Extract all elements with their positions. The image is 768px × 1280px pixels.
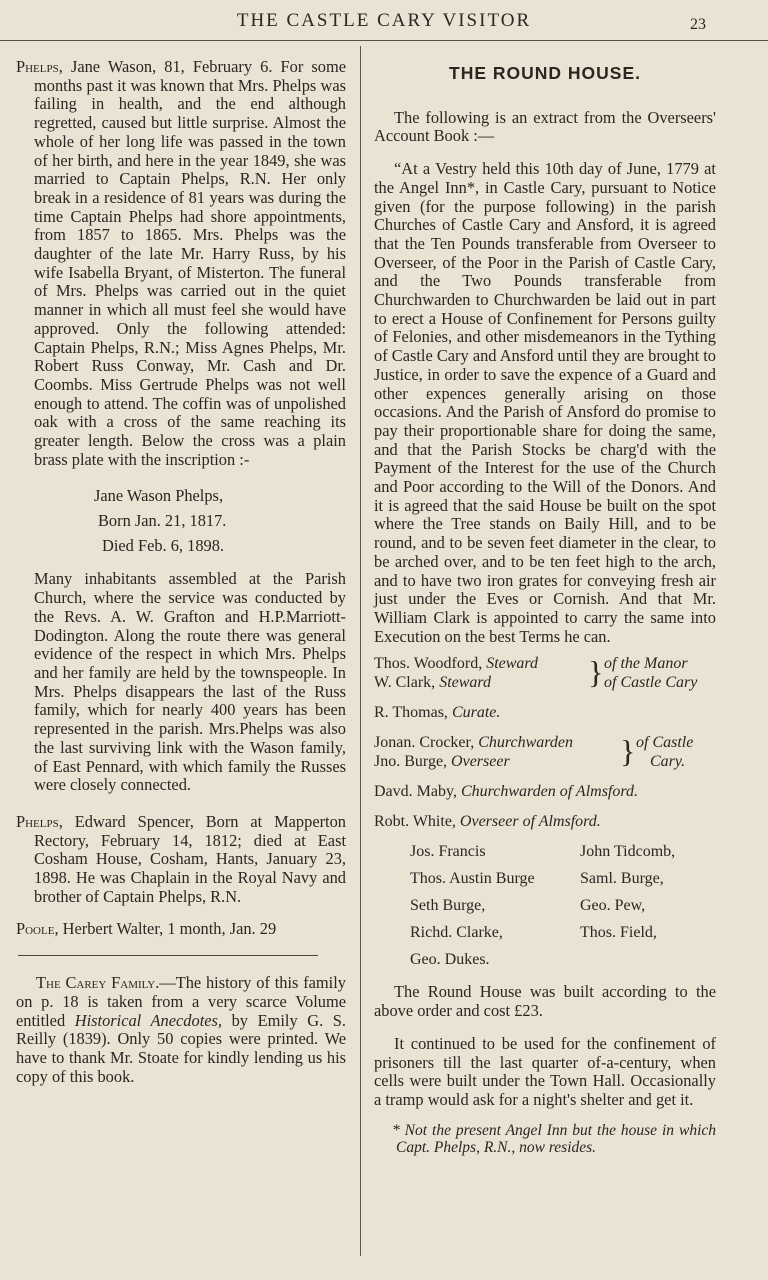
signature-line: R. Thomas, Curate.	[374, 704, 501, 722]
note-text: by Emily G. S. Reilly (1839). Only 50 copies were printed. We have to thank Mr. Stoate for kindly lending us his copy of this book.	[16, 1010, 346, 1086]
entry-text: Jane Wason, 81, February 6. For some months past it was known that Mrs. Phelps was failing in health, and the end although regretted, caused but little surprise. Almost the whole of her long life was passed in the town of her birth, and here in the year 1849, she was married to Captain Phelps, R.N. Her only break in a residence of 81 years was during the time Captain Phelps had shore appointments, from 1857 to 1865. Mrs. Phelps was the daughter of the late Mr. Harry Russ, by his wife Isabella Bryant, of Misterton. The funeral of Mrs. Phelps was carried out in the quiet manner in which all must feel she would have approved. Only the following attended: Captain Phelps, R.N.; Miss Agnes Phelps, Mr. Robert Russ Conway, Mr. Cash and Dr. Coombs. Miss Gertrude Phelps was not well enough to attend. The coffin was of unpolished oak with a cross of the same reaching its greater length. Below the cross was a plain brass plate with the inscription :-	[34, 57, 346, 469]
brace: }	[620, 733, 636, 770]
continued-paragraph: It continued to be used for the confinement of prisoners till the last quarter of-a-century, when cells were built under the Town Hall. Occasionally a tramp would ask for a night's shelter and get it.	[374, 1033, 716, 1109]
entry-name: Phelps,	[16, 57, 63, 76]
page-header	[0, 8, 768, 38]
signatory-names	[410, 842, 716, 969]
signature-line: Davd. Maby, Churchwarden of Almsford.	[374, 783, 638, 801]
entry-text: Edward Spencer, Born at Mapperton Rectory, February 14, 1812; died at East Cosham House, Cosham, Hants, January 23, 1898. He was Chaplain in the Royal Navy and brother of Captain Phelps, R.N.	[34, 811, 346, 906]
signatory: Geo. Dukes.	[410, 951, 490, 969]
footnote: * Not the present Angel Inn but the house in which Capt. Phelps, R.N., now resides.	[392, 1121, 716, 1157]
signatures	[374, 654, 716, 969]
right-column	[374, 58, 716, 1157]
signature-line: W. Clark, Steward	[374, 674, 492, 692]
signatory: Geo. Pew,	[580, 897, 646, 915]
signatory: John Tidcomb,	[580, 843, 676, 861]
note-heading: The Carey Family.	[36, 973, 160, 993]
inscription-line: Jane Wason Phelps,	[94, 486, 224, 506]
column-divider	[360, 46, 361, 1256]
section-rule	[18, 955, 318, 956]
header-rule	[0, 40, 768, 41]
vestry-extract: “At a Vestry held this 10th day of June, 1779 at the Angel Inn*, in Castle Cary, pursuant to Notice given (for the purpose following) in the parish Churches of Castle Cary and Ansford, it is agreed that the Ten Pounds transferable from Overseer to Overseer, of the Poor in the Parish of Castle Cary, and the Two Pounds transferable from Churchwarden to Churchwarden be laid out in part to erect a House of Confinement for Persons guilty of Felonies, and other misdemeanors in the Tything of Castle Cary and Ansford until they are brought to Justice, in order to save the expence of a Guard and other expences generally arising on those occasions. And the Parish of Ansford do promise to pay their proportionable share for doing the same, and that the Parish Stocks be charg'd with the Payment of the Interest for the use of the Church and Poor according to the Will of the Donors. And it is agreed that the said House be built on the spot where the Tree stands on Baily Hill, and to be round, and to be seven feet diameter in the clear, to be arched over, and to be ten feet high to the arch, and to have two iron grates for conveying fresh air just under the Eves or Cornish. And that Mr. William Clark is appointed to carry the same into Execution on the best Terms he can.	[374, 159, 716, 646]
inscription	[16, 483, 346, 558]
signature-line: Jno. Burge, Overseer	[374, 753, 510, 771]
inscription-line: Died Feb. 6, 1898.	[102, 536, 225, 556]
signatory: Seth Burge,	[410, 897, 486, 915]
signatory: Saml. Burge,	[580, 870, 664, 888]
obituary-jane-phelps-continued: Many inhabitants assembled at the Parish Church, where the service was conducted by the Revs. A. W. Grafton and H.P.Marriott-Dodington. Along the route there was general evidence of the respect in which Mrs. Phelps and her family are held by the townspeople. In Mrs. Phelps disappears the last of the Russ family, which for nearly 400 years has been represented in the parish. Mrs.Phelps was also the last surviving link with the Wason family, of East Pennard, with which family the Russes were closely connected.	[34, 569, 346, 795]
brace: }	[588, 654, 604, 691]
brace-note: Cary.	[650, 753, 686, 771]
entry-name: Poole,	[16, 919, 59, 939]
signature-line: Thos. Woodford, Steward	[374, 655, 539, 673]
carey-family-note	[16, 974, 346, 1086]
built-paragraph: The Round House was built according to the above order and cost £23.	[374, 982, 716, 1021]
left-column	[16, 58, 346, 1086]
signature-group-manor	[374, 654, 716, 692]
brace-note: of Castle	[636, 734, 694, 752]
article-title: THE ROUND HOUSE.	[449, 63, 641, 83]
note-text: —The history of this family on p. 18 is taken from a very scarce Volume entitled	[16, 973, 346, 1030]
signature-group-castle-cary	[374, 733, 716, 771]
signatory: Richd. Clarke,	[410, 924, 503, 942]
book-title: Historical Anecdotes,	[74, 1010, 222, 1030]
signatory: Jos. Francis	[410, 843, 486, 861]
entry-text: Herbert Walter, 1 month, Jan. 29	[62, 919, 277, 939]
inscription-line: Born Jan. 21, 1817.	[98, 511, 227, 531]
obituary-jane-phelps	[16, 58, 346, 469]
signature-line: Jonan. Crocker, Churchwarden	[374, 734, 574, 752]
page-number: 23	[690, 16, 706, 33]
brace-note: of the Manor	[604, 655, 688, 673]
journal-title: THE CASTLE CARY VISITOR	[236, 10, 532, 31]
intro-paragraph: The following is an extract from the Overseers' Account Book :—	[374, 107, 716, 146]
obituary-edward-phelps	[16, 813, 346, 907]
obituary-poole	[16, 920, 346, 939]
entry-name: Phelps,	[16, 811, 63, 831]
signature-line: Robt. White, Overseer of Almsford.	[374, 813, 601, 831]
brace-note: of Castle Cary	[604, 674, 698, 692]
signatory: Thos. Austin Burge	[410, 870, 535, 888]
signatory: Thos. Field,	[580, 924, 657, 942]
